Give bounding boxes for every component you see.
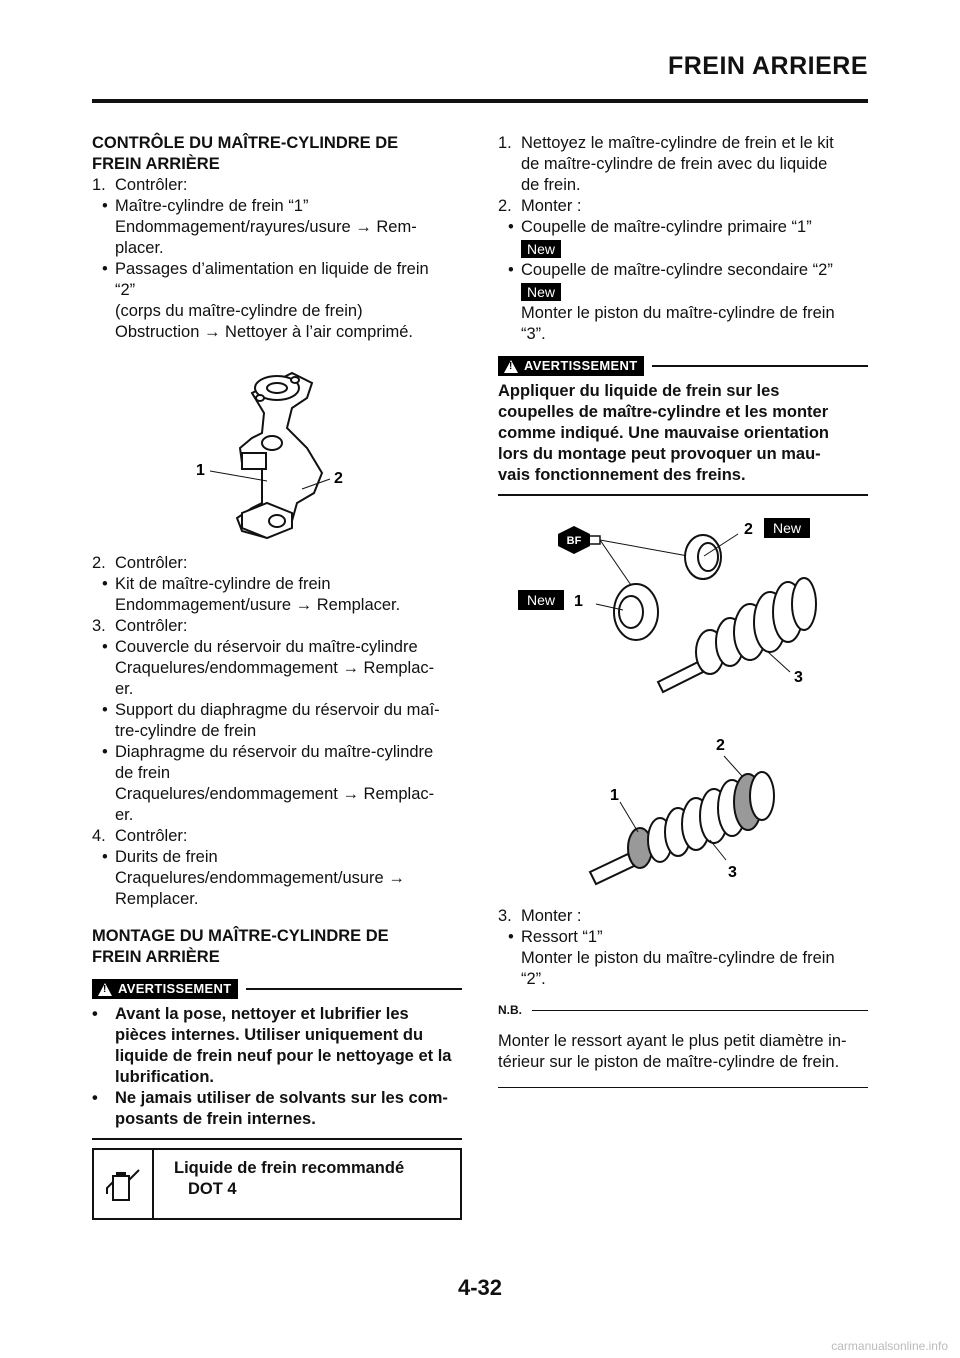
list-item: • Diaphragme du réservoir du maître-cylindre bbox=[102, 743, 434, 761]
list-item-detail: Craquelures/endommagement → Remplac- er. bbox=[115, 659, 435, 698]
step-2: 2. Monter : bbox=[498, 197, 582, 215]
note-end-rule bbox=[498, 1087, 868, 1088]
page-title: FREIN ARRIERE bbox=[667, 52, 868, 80]
figure-piston-assembled bbox=[498, 732, 868, 902]
list-item-detail: de frein Craquelures/endommagement → Remplac- er. bbox=[115, 764, 435, 824]
list-item: • Kit de maître-cylindre de frein bbox=[102, 575, 331, 593]
callout-label-1: 1 bbox=[574, 593, 583, 610]
list-item-detail: Monter le piston du maître-cylindre de frein “3”. bbox=[521, 304, 835, 343]
warning-end-rule bbox=[92, 1138, 462, 1140]
warning-end-rule bbox=[498, 494, 868, 496]
warning-body: • Avant la pose, nettoyer et lubrifier les pièces internes. Utiliser uniquement du liquide de frein neuf pour le nettoyage et la lubrification. • Ne jamais utiliser de solvants sur les com- posants de frein internes. bbox=[92, 1005, 452, 1128]
note-header: N.B. bbox=[498, 1000, 868, 1021]
cup-1 bbox=[614, 584, 658, 640]
list-item: • Maître-cylindre de frein “1” bbox=[102, 197, 309, 215]
list-item-detail: Craquelures/endommagement/usure → Remplacer. bbox=[115, 869, 405, 908]
oil-can-icon bbox=[94, 1150, 154, 1218]
list-item: • Coupelle de maître-cylindre secondaire “2” bbox=[508, 261, 833, 279]
list-item: • Support du diaphragme du réservoir du maî- bbox=[102, 701, 440, 719]
list-item: • Passages d’alimentation en liquide de frein bbox=[102, 260, 429, 278]
figure-master-cylinder bbox=[92, 353, 462, 553]
callout-label-3: 3 bbox=[794, 669, 803, 686]
new-badge: New bbox=[526, 592, 556, 608]
callout-label-2: 2 bbox=[334, 470, 343, 487]
callout-label-3: 3 bbox=[728, 864, 737, 881]
list-item: • Coupelle de maître-cylindre primaire “1” bbox=[508, 218, 812, 236]
warning-icon bbox=[98, 983, 112, 996]
list-item-detail: Endommagement/usure → Remplacer. bbox=[115, 596, 401, 614]
list-item: • Ressort “1” bbox=[508, 928, 603, 946]
left-column bbox=[92, 133, 462, 1220]
brake-fluid-bf-icon bbox=[558, 526, 600, 554]
callout-line bbox=[600, 540, 688, 556]
section-title-control: CONTRÔLE DU MAÎTRE-CYLINDRE DE FREIN ARRIÈRE bbox=[92, 134, 399, 173]
list-item-detail: Endommagement/rayures/usure → Rem- placer. bbox=[115, 218, 417, 257]
step-4: 4. Contrôler: bbox=[92, 827, 188, 845]
note-body: Monter le ressort ayant le plus petit diamètre in- térieur sur le piston de maître-cylindre de frein. bbox=[498, 1032, 847, 1071]
step-3: 3. Contrôler: bbox=[92, 617, 188, 635]
list-item-detail: “2” (corps du maître-cylindre de frein) Obstruction → Nettoyer à l’air comprimé. bbox=[115, 281, 414, 341]
page-number: 4-32 bbox=[457, 1275, 503, 1300]
warning-header bbox=[92, 978, 462, 1000]
spec-box-brake-fluid bbox=[92, 1148, 462, 1220]
watermark: carmanualsonline.info bbox=[831, 1339, 948, 1353]
spec-text: Liquide de frein recommandé DOT 4 bbox=[174, 1159, 405, 1198]
new-badge: New bbox=[521, 240, 561, 258]
list-item: • Durits de frein bbox=[102, 848, 218, 866]
callout-line bbox=[600, 540, 633, 588]
right-column bbox=[498, 133, 868, 1088]
piston-3 bbox=[658, 578, 816, 692]
warning-body: Appliquer du liquide de frein sur les coupelles de maître-cylindre et les monter comme indiqué. Une mauvaise orientation lors du montage peut provoquer un mau- vais fonctionnement des freins. bbox=[498, 382, 829, 484]
header-rule bbox=[92, 99, 868, 103]
step-2: 2. Contrôler: bbox=[92, 554, 188, 572]
list-item-detail: Monter le piston du maître-cylindre de frein “2”. bbox=[521, 949, 835, 988]
master-cylinder-illustration bbox=[92, 353, 462, 553]
callout-line bbox=[210, 471, 267, 481]
section-title-assembly: MONTAGE DU MAÎTRE-CYLINDRE DE FREIN ARRIÈRE bbox=[92, 927, 389, 966]
callout-label-1: 1 bbox=[196, 462, 205, 479]
warning-badge: ! AVERTISSEMENT bbox=[498, 356, 644, 376]
step-1: 1. Nettoyez le maître-cylindre de frein et le kit bbox=[498, 134, 834, 152]
warning-icon bbox=[504, 360, 518, 373]
cup-2 bbox=[685, 535, 721, 579]
figure-piston-cups bbox=[498, 512, 868, 712]
list-item-detail: tre-cylindre de frein bbox=[115, 722, 257, 740]
list-item: • Couvercle du réservoir du maître-cylindre bbox=[102, 638, 418, 656]
callout-label-2: 2 bbox=[716, 737, 725, 754]
step-1-detail: de maître-cylindre de frein avec du liquide de frein. bbox=[521, 155, 828, 194]
step-3: 3. Monter : bbox=[498, 907, 582, 925]
callout-label-1: 1 bbox=[610, 787, 619, 804]
warning-header bbox=[498, 355, 868, 377]
new-badge: New bbox=[772, 520, 802, 536]
svg-text:BF: BF bbox=[566, 535, 582, 547]
step-1: 1. Contrôler: bbox=[92, 176, 188, 194]
new-badge: New bbox=[521, 283, 561, 301]
callout-label-2: 2 bbox=[744, 521, 753, 538]
warning-badge: ! AVERTISSEMENT bbox=[92, 979, 238, 999]
